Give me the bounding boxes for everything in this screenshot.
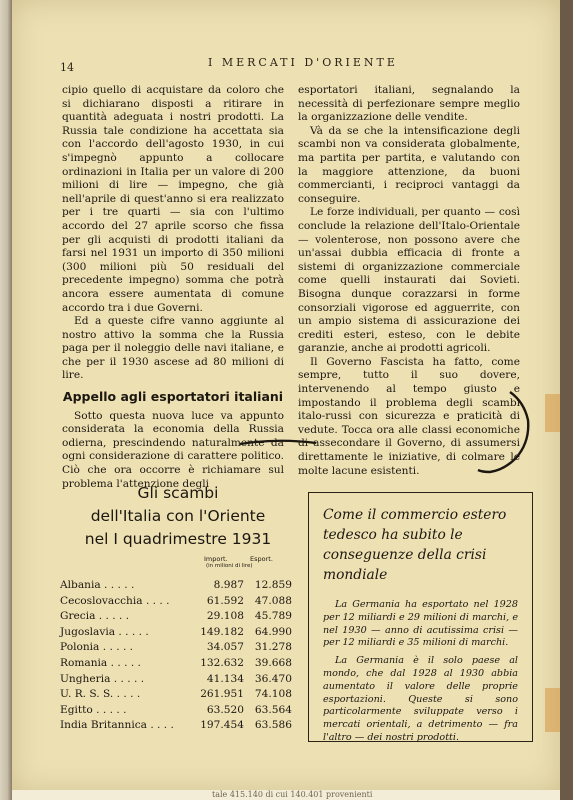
box-text xyxy=(323,599,518,745)
table-title-line-1: Gli scambi xyxy=(137,484,219,502)
right-paragraph-3: Le forze individuali, per quanto — così conclude la relazione dell'Italo-Orientale — volenterose, non possono avere che un'assai dubbia efficacia di fronte a sistemi di organizzazione commerciale come quelli instaurati dai Sovieti. Bisogna dunque corazzarsi in forme consorziali vigorose ed agguerrite, con un ampio sistema di assicurazione dei crediti esteri, esteso, con le debite garanzie, anche ai prodotti agricoli. xyxy=(298,206,520,355)
country-cell: U. R. S. S. . . . . xyxy=(60,688,141,701)
divider-flourish-icon xyxy=(238,436,318,450)
box-paragraph-1: La Germania ha esportato nel 1928 per 12 miliardi e 29 milioni di marchi, e nel 1930 — anno di acutissima crisi — per 12 miliardi e 35 milioni di marchi. xyxy=(323,599,518,649)
tape-mark xyxy=(545,394,560,432)
import-cell: 34.057 xyxy=(206,641,244,654)
country-cell: Polonia . . . . . xyxy=(60,641,134,654)
magazine-page xyxy=(12,0,560,792)
table-row xyxy=(60,610,296,626)
import-cell: 63.520 xyxy=(206,703,244,716)
import-cell: 197.454 xyxy=(200,719,244,732)
import-cell: 61.592 xyxy=(206,594,244,607)
trade-table xyxy=(60,482,296,735)
export-cell: 45.789 xyxy=(254,610,292,623)
export-cell: 63.564 xyxy=(254,703,292,716)
country-cell: India Britannica . . . . xyxy=(60,719,174,732)
table-header xyxy=(60,555,296,579)
unit-label: (in milioni di lire) xyxy=(206,563,253,569)
country-cell: Grecia . . . . . xyxy=(60,610,130,623)
table-row xyxy=(60,626,296,642)
table-row xyxy=(60,688,296,704)
right-paragraph-2: Và da se che la intensificazione degli scambi non va considerata globalmente, ma partita per partita, e valutando con la maggiore attenzione, da buoni commercianti, i reciproci vantaggi da conseguire. xyxy=(298,124,520,205)
table-rows xyxy=(60,579,296,735)
table-row xyxy=(60,673,296,689)
table-row xyxy=(60,719,296,735)
table-row xyxy=(60,657,296,673)
table-row xyxy=(60,704,296,720)
country-cell: Romania . . . . . xyxy=(60,656,141,669)
country-cell: Cecoslovacchia . . . . xyxy=(60,594,170,607)
column-export-label: Esport. xyxy=(250,555,273,563)
left-paragraph-3: Sotto questa nuova luce va appunto considerata la economia della Russia odierna, prescindendo naturalmente da ogni considerazione di carattere politico. Ciò che ora occorre è richiamare sul problema l'attenzione degli xyxy=(62,409,284,490)
country-cell: Egitto . . . . . xyxy=(60,703,127,716)
scan-margin-strip xyxy=(0,0,12,800)
export-cell: 39.668 xyxy=(254,656,292,669)
import-cell: 149.182 xyxy=(200,625,244,638)
export-cell: 74.108 xyxy=(254,688,292,701)
left-column xyxy=(62,84,284,491)
table-title-line-2: dell'Italia con l'Oriente xyxy=(90,507,266,525)
country-cell: Jugoslavia . . . . . xyxy=(60,625,149,638)
tape-mark xyxy=(545,688,560,732)
left-paragraph-2: Ed a queste cifre vanno aggiunte al nostro attivo la somma che la Russia paga per il noleggio delle navi italiane, e che per il 1930 ascese ad 80 milioni di lire. xyxy=(62,315,284,382)
right-paragraph-1: esportatori italiani, segnalando la necessità di perfezionare sempre meglio la organizzazione delle vendite. xyxy=(298,84,520,124)
export-cell: 47.088 xyxy=(254,594,292,607)
box-title: Come il commercio estero tedesco ha subito le conseguenze della crisi mondiale xyxy=(323,507,507,583)
table-title-line-3: nel I quadrimestre 1931 xyxy=(84,530,272,548)
table-row xyxy=(60,579,296,595)
right-paragraph-4: Il Governo Fascista ha fatto, come sempre, tutto il suo dovere, intervenendo al tempo giusto e impostando il problema degli scambi italo-russi con sicurezza e praticità di vedute. Tocca ora alle classi economiche di assecondare il Governo, di assumersi direttamente le iniziative, di colmare le molte lacune esistenti. xyxy=(298,355,520,477)
import-cell: 41.134 xyxy=(206,672,244,685)
table-row xyxy=(60,641,296,657)
import-cell: 261.951 xyxy=(200,688,244,701)
left-paragraph-1: cipio quello di acquistare da coloro che si dichiarano disposti a ritirare in quantità adeguata i nostri prodotti. La Russia tale condizione ha accettata sia con l'accordo dell'agosto 1930, in cui s'impegnò appunto a collocare ordinazioni in Italia per un valore di 200 milioni di lire — impegno, che già nell'aprile di quest'anno si era realizzato per i tre quarti — sia con l'ultimo accordo del 27 aprile scorso che fissa per gli acquisti di prodotti italiani da farsi nel 1931 un importo di 350 milioni (300 milioni più 50 residuali del precedente impegno) somma che potrà ancora essere aumentata di comune accordo tra i due Governi. xyxy=(62,84,284,314)
country-cell: Ungheria . . . . . xyxy=(60,672,145,685)
export-cell: 31.278 xyxy=(254,641,292,654)
export-cell: 63.586 xyxy=(254,719,292,732)
import-cell: 29.108 xyxy=(206,610,244,623)
running-title: I MERCATI D'ORIENTE xyxy=(208,56,398,69)
bottom-scan-strip: tale 415.140 di cui 140.401 provenienti xyxy=(12,790,560,800)
country-cell: Albania . . . . . xyxy=(60,579,135,591)
import-cell: 132.632 xyxy=(200,656,244,669)
box-paragraph-2: La Germania è il solo paese al mondo, che dal 1928 al 1930 abbia aumentato il valore delle proprie esportazioni. Queste si sono particolarmente sviluppate verso i mercati orientali, a detrimento — fra l'altro — dei nostri prodotti. xyxy=(323,655,518,743)
section-heading: Appello agli esportatori italiani xyxy=(62,389,284,405)
column-import-label: Import. xyxy=(204,555,228,563)
page-number: 14 xyxy=(60,61,74,74)
import-cell: 8.987 xyxy=(213,579,244,591)
export-cell: 64.990 xyxy=(254,625,292,638)
pen-mark-icon xyxy=(472,388,552,478)
export-cell: 36.470 xyxy=(254,672,292,685)
germany-trade-box xyxy=(308,492,533,742)
table-row xyxy=(60,595,296,611)
export-cell: 12.859 xyxy=(254,579,292,591)
